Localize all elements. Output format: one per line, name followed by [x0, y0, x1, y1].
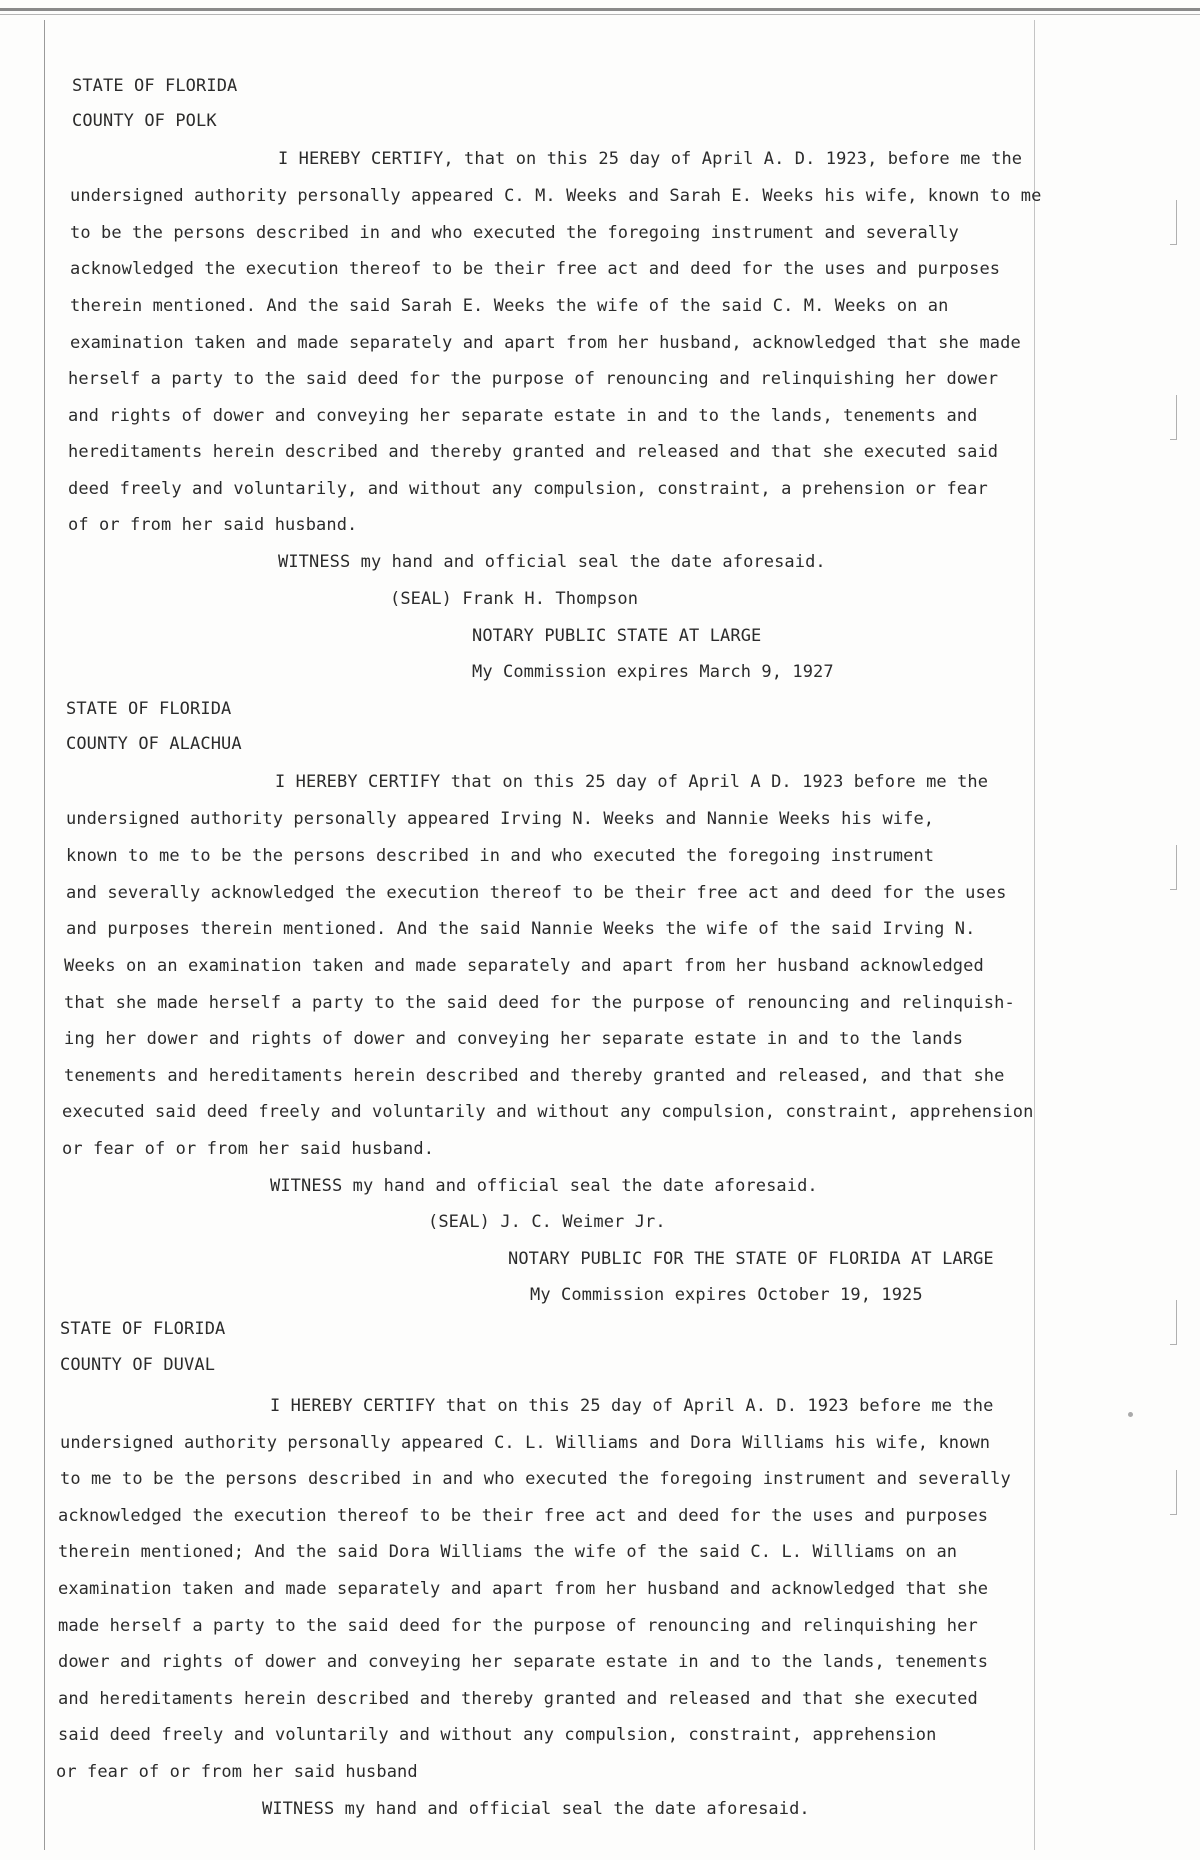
certificate-text-line: undersigned authority personally appeared C. L. Williams and Dora Williams his wife, known	[60, 1433, 991, 1453]
top-border-inner	[0, 14, 1200, 15]
county-heading: COUNTY OF ALACHUA	[66, 734, 242, 754]
certificate-text-line: and severally acknowledged the execution thereof to be their free act and deed for the uses	[66, 883, 1007, 903]
state-heading: STATE OF FLORIDA	[72, 76, 238, 96]
certificate-text-line: to be the persons described in and who executed the foregoing instrument and severally	[70, 223, 959, 243]
county-heading: COUNTY OF POLK	[72, 111, 217, 131]
commission-expiry: My Commission expires March 9, 1927	[472, 662, 834, 682]
certificate-text-line: Weeks on an examination taken and made separately and apart from her husband acknowledged	[64, 956, 984, 976]
margin-bracket-mark	[1170, 1300, 1177, 1345]
certificate-text-line: that she made herself a party to the said deed for the purpose of renouncing and relinquish-	[64, 993, 1015, 1013]
certificate-text-line: I HEREBY CERTIFY that on this 25 day of April A. D. 1923 before me the	[270, 1396, 994, 1416]
margin-bracket-mark	[1170, 395, 1177, 440]
witness-line: WITNESS my hand and official seal the date aforesaid.	[278, 552, 826, 572]
certificate-text-line: and hereditaments herein described and thereby granted and released and that she executed	[58, 1689, 978, 1709]
certificate-text-line: undersigned authority personally appeared Irving N. Weeks and Nannie Weeks his wife,	[66, 809, 935, 829]
certificate-text-line: I HEREBY CERTIFY that on this 25 day of April A D. 1923 before me the	[275, 772, 989, 792]
certificate-text-line: to me to be the persons described in and who executed the foregoing instrument and severally	[60, 1469, 1011, 1489]
margin-bracket-mark	[1170, 200, 1177, 245]
certificate-text-line: ing her dower and rights of dower and conveying her separate estate in and to the lands	[64, 1029, 964, 1049]
certificate-text-line: herself a party to the said deed for the purpose of renouncing and relinquishing her dower	[68, 369, 999, 389]
certificate-text-line: undersigned authority personally appeared C. M. Weeks and Sarah E. Weeks his wife, known to me	[70, 186, 1042, 206]
certificate-text-line: executed said deed freely and voluntarily and without any compulsion, constraint, apprehension	[62, 1102, 1034, 1122]
left-margin-line	[44, 20, 45, 1850]
certificate-text-line: dower and rights of dower and conveying her separate estate in and to the lands, tenements	[58, 1652, 989, 1672]
certificate-text-line: therein mentioned; And the said Dora Williams the wife of the said C. L. Williams on an	[58, 1542, 958, 1562]
witness-line: WITNESS my hand and official seal the date aforesaid.	[270, 1176, 818, 1196]
certificate-text-line: known to me to be the persons described in and who executed the foregoing instrument	[66, 846, 935, 866]
certificate-text-line: of or from her said husband.	[68, 515, 358, 535]
certificate-text-line: acknowledged the execution thereof to be their free act and deed for the uses and purposes	[70, 259, 1001, 279]
certificate-text-line: examination taken and made separately and apart from her husband and acknowledged that she	[58, 1579, 989, 1599]
certificate-text-line: I HEREBY CERTIFY, that on this 25 day of April A. D. 1923, before me the	[278, 149, 1023, 169]
seal-signature-line: (SEAL) Frank H. Thompson	[390, 589, 639, 609]
margin-bracket-mark	[1170, 845, 1177, 890]
right-margin-line	[1034, 20, 1035, 1850]
seal-signature-line: (SEAL) J. C. Weimer Jr.	[428, 1212, 666, 1232]
certificate-text-line: deed freely and voluntarily, and without any compulsion, constraint, a prehension or fear	[68, 479, 988, 499]
certificate-text-line: tenements and hereditaments herein described and thereby granted and released, and that she	[64, 1066, 1005, 1086]
paper-speck	[1128, 1412, 1133, 1417]
certificate-text-line: or fear of or from her said husband.	[62, 1139, 435, 1159]
certificate-text-line: said deed freely and voluntarily and without any compulsion, constraint, apprehension	[58, 1725, 937, 1745]
certificate-text-line: hereditaments herein described and thereby granted and released and that she executed said	[68, 442, 999, 462]
notary-title: NOTARY PUBLIC STATE AT LARGE	[472, 626, 762, 646]
top-border	[0, 8, 1200, 11]
certificate-text-line: and purposes therein mentioned. And the said Nannie Weeks the wife of the said Irving N.	[66, 919, 976, 939]
certificate-text-line: made herself a party to the said deed for the purpose of renouncing and relinquishing her	[58, 1616, 978, 1636]
margin-bracket-mark	[1170, 1470, 1177, 1515]
notary-title: NOTARY PUBLIC FOR THE STATE OF FLORIDA AT LARGE	[508, 1249, 994, 1269]
county-heading: COUNTY OF DUVAL	[60, 1355, 216, 1375]
certificate-text-line: examination taken and made separately and apart from her husband, acknowledged that she made	[70, 333, 1021, 353]
certificate-text-line: or fear of or from her said husband	[56, 1762, 418, 1782]
witness-line: WITNESS my hand and official seal the date aforesaid.	[262, 1799, 810, 1819]
state-heading: STATE OF FLORIDA	[66, 699, 232, 719]
state-heading: STATE OF FLORIDA	[60, 1319, 226, 1339]
certificate-text-line: therein mentioned. And the said Sarah E. Weeks the wife of the said C. M. Weeks on an	[70, 296, 949, 316]
certificate-text-line: and rights of dower and conveying her separate estate in and to the lands, tenements and	[68, 406, 978, 426]
certificate-text-line: acknowledged the execution thereof to be their free act and deed for the uses and purposes	[58, 1506, 989, 1526]
commission-expiry: My Commission expires October 19, 1925	[530, 1285, 923, 1305]
